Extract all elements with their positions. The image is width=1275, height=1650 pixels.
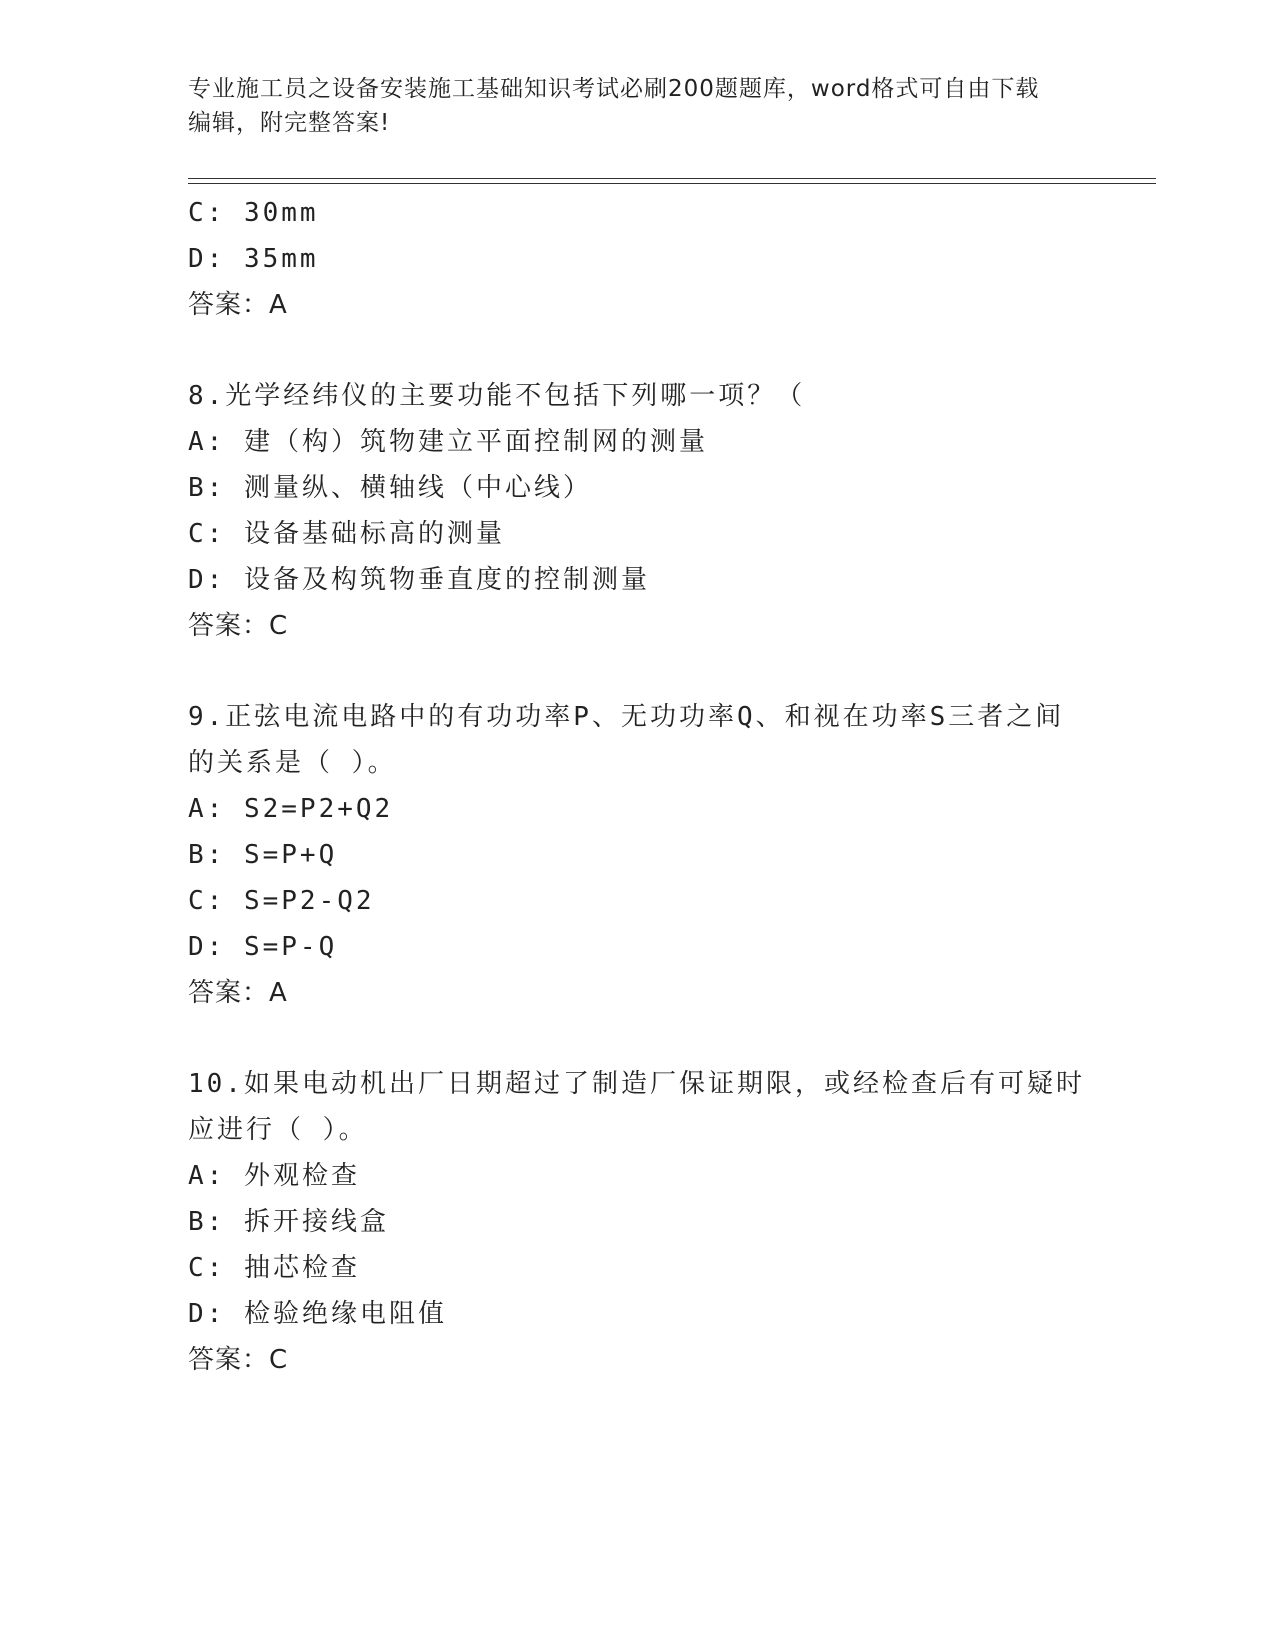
spacer (188, 328, 1088, 373)
question-text-line1: 9.正弦电流电路中的有功功率P、无功功率Q、和视在功率S三者之间 (188, 702, 1065, 732)
header-divider-bottom (188, 183, 1156, 184)
answer-line: 答案：A (188, 978, 288, 1008)
question-text: 8.光学经纬仪的主要功能不包括下列哪一项？（ (188, 381, 806, 411)
question-block-8 (188, 373, 1088, 649)
header-title-line2: 编辑，附完整答案! (188, 110, 391, 136)
spacer (188, 649, 1088, 694)
option-d: D: 35mm (188, 244, 319, 274)
option-a: A: 外观检查 (188, 1161, 360, 1191)
option-a: A: 建（构）筑物建立平面控制网的测量 (188, 427, 708, 457)
option-c: C: S=P2-Q2 (188, 886, 375, 916)
answer-line: 答案：A (188, 290, 288, 320)
option-a: A: S2=P2+Q2 (188, 794, 394, 824)
answer-line: 答案：C (188, 1345, 289, 1375)
answer-line: 答案：C (188, 611, 289, 641)
option-d: D: S=P-Q (188, 932, 338, 962)
question-block-10 (188, 1061, 1088, 1383)
header-divider-top (188, 178, 1156, 179)
option-d: D: 设备及构筑物垂直度的控制测量 (188, 565, 650, 595)
option-b: B: S=P+Q (188, 840, 338, 870)
option-c: C: 30mm (188, 198, 319, 228)
header-title-line1: 专业施工员之设备安装施工基础知识考试必刷200题题库，word格式可自由下载 (188, 76, 1040, 102)
spacer (188, 1016, 1088, 1061)
option-c: C: 设备基础标高的测量 (188, 519, 505, 549)
question-block-previous (188, 190, 1088, 328)
document-header (188, 72, 1088, 140)
option-b: B: 拆开接线盒 (188, 1207, 389, 1237)
option-b: B: 测量纵、横轴线（中心线） (188, 473, 592, 503)
question-block-9 (188, 694, 1088, 1016)
question-text-line2: 的关系是（ ）。 (188, 748, 397, 778)
option-c: C: 抽芯检查 (188, 1253, 360, 1283)
document-body (188, 190, 1088, 1383)
question-text-line2: 应进行（ ）。 (188, 1115, 368, 1145)
option-d: D: 检验绝缘电阻值 (188, 1299, 447, 1329)
question-text-line1: 10.如果电动机出厂日期超过了制造厂保证期限，或经检查后有可疑时 (188, 1069, 1085, 1099)
